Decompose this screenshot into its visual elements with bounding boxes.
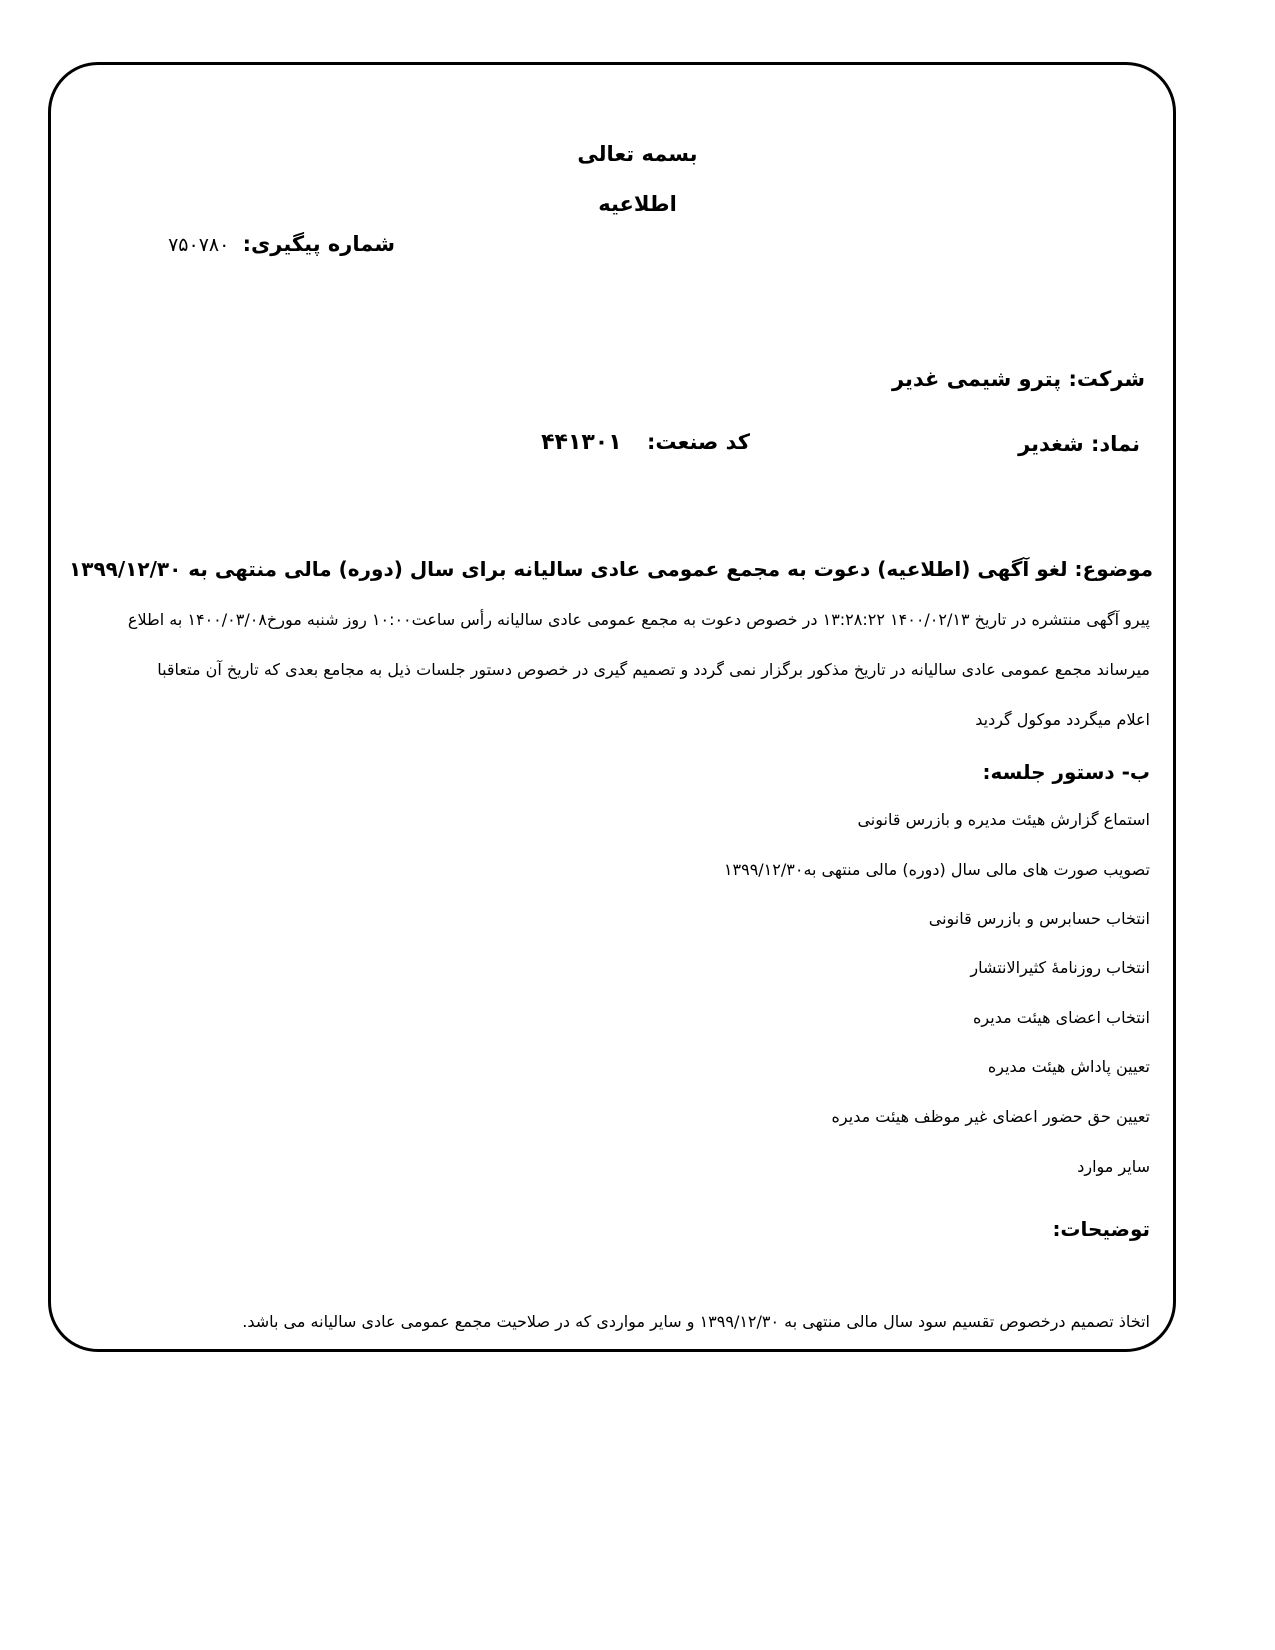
agenda-item: انتخاب اعضای هیئت مدیره xyxy=(973,1008,1150,1027)
agenda-item: تعیین پاداش هیئت مدیره xyxy=(987,1057,1150,1076)
subject-row xyxy=(69,557,1153,581)
agenda-item: تعیین حق حضور اعضای غیر موظف هیئت مدیره xyxy=(831,1107,1150,1126)
agenda-item: تصویب صورت های مالی سال (دوره) مالی منتهی به۱۳۹۹/۱۲/۳۰ xyxy=(723,860,1150,879)
industry-code-value: ۴۴۱۳۰۱ xyxy=(541,430,622,455)
subject-label: موضوع: xyxy=(1074,557,1153,581)
body-line-2: میرساند مجمع عمومی عادی سالیانه در تاریخ مذکور برگزار نمی گردد و تصمیم گیری در خصوص دستور جلسات ذیل به مجامع بعدی که تاریخ آن متعاقبا xyxy=(157,660,1150,679)
subject-text: لغو آگهی (اطلاعیه) دعوت به مجمع عمومی عادی سالیانه برای سال (دوره) مالی منتهی به ۱۳۹۹/۱۲/۳۰ xyxy=(69,557,1068,581)
tracking-label: شماره پیگیری: xyxy=(242,232,395,256)
agenda-item: سایر موارد xyxy=(1077,1157,1150,1176)
invocation-heading: بسمه تعالی xyxy=(577,142,698,166)
notes-text: اتخاذ تصمیم درخصوص تقسیم سود سال مالی منتهی به ۱۳۹۹/۱۲/۳۰ و سایر مواردی که در صلاحیت مجمع عمومی عادی سالیانه می باشد. xyxy=(242,1312,1150,1331)
agenda-item: انتخاب حسابرس و بازرس قانونی xyxy=(928,909,1150,928)
industry-code-label: کد صنعت: xyxy=(646,430,750,454)
company-name: پترو شیمی غدیر xyxy=(891,367,1062,391)
body-line-3: اعلام میگردد موکول گردید xyxy=(975,710,1150,729)
symbol-row xyxy=(1018,432,1140,456)
industry-code-row xyxy=(541,430,750,455)
company-label: شرکت: xyxy=(1068,367,1145,391)
notes-heading: توضیحات: xyxy=(1052,1217,1150,1241)
tracking-number-row xyxy=(168,232,395,256)
symbol-value: شغدیر xyxy=(1018,432,1084,456)
company-row xyxy=(892,367,1145,391)
tracking-number: ۷۵۰۷۸۰ xyxy=(168,234,230,256)
symbol-label: نماد: xyxy=(1090,432,1140,456)
agenda-heading: ب- دستور جلسه: xyxy=(982,760,1150,784)
agenda-item: استماع گزارش هیئت مدیره و بازرس قانونی xyxy=(857,810,1150,829)
document-title: اطلاعیه xyxy=(598,192,677,216)
body-line-1: پیرو آگهی منتشره در تاریخ ۱۴۰۰/۰۲/۱۳ ۱۳:۲۸:۲۲ در خصوص دعوت به مجمع عمومی عادی سالیانه رأس ساعت۱۰:۰۰ روز شنبه مورخ۱۴۰۰/۰۳/۰۸ به اطلاع xyxy=(127,610,1150,629)
agenda-item: انتخاب روزنامۀ کثیرالانتشار xyxy=(970,958,1150,977)
